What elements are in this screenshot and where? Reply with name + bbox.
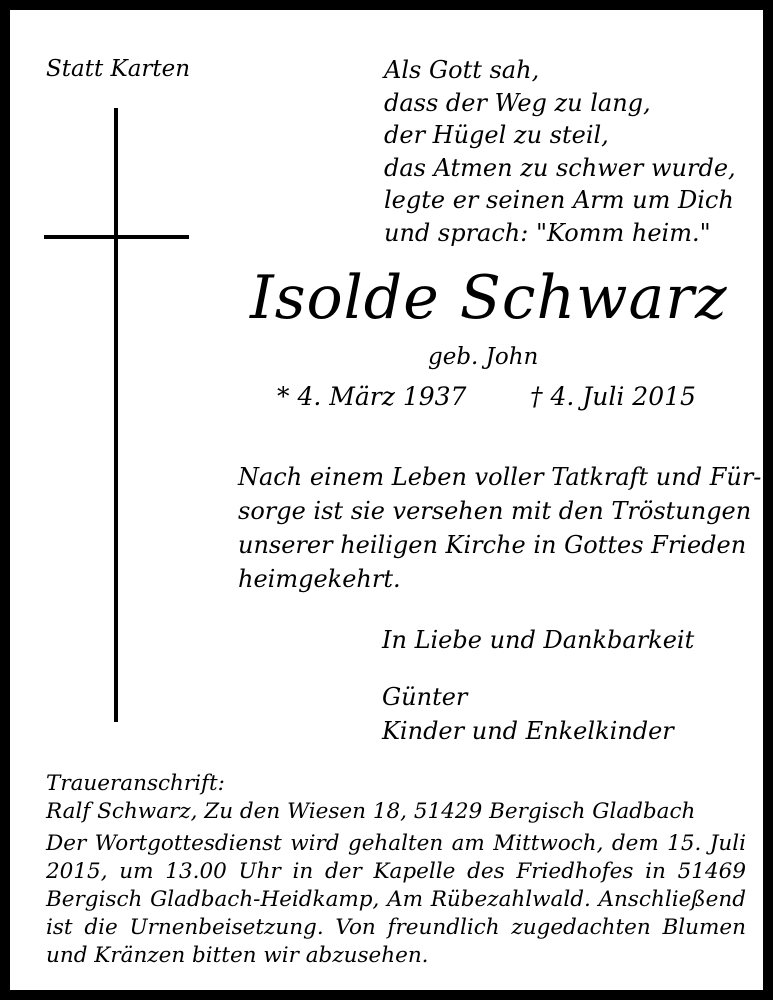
mourning-address [46, 770, 695, 826]
death-date: † 4. Juli 2015 [530, 382, 696, 411]
tribute-line: sorge ist sie versehen mit den Tröstungen [238, 497, 752, 525]
maiden-name: geb. John [428, 344, 539, 370]
service-line: ist die Urnenbeisetzung. Von freundlich zugedachten Blumen [46, 915, 746, 940]
service-line: Der Wortgottesdienst wird gehalten am Mittwoch, dem 15. Juli [46, 831, 746, 856]
service-info [46, 830, 746, 970]
poem-line: dass der Weg zu lang, [384, 88, 651, 117]
address-label: Traueranschrift: [46, 771, 225, 796]
mourners [382, 680, 674, 748]
service-line: 2015, um 13.00 Uhr in der Kapelle des Friedhofes in 51469 [46, 859, 746, 884]
dedication: In Liebe und Dankbarkeit [382, 626, 695, 654]
poem-line: und sprach: "Komm heim." [384, 218, 711, 247]
cross-vertical-bar [114, 108, 118, 722]
cross-horizontal-bar [44, 235, 189, 239]
poem [384, 54, 736, 250]
tribute-text [238, 460, 761, 596]
mourner-line: Günter [382, 683, 468, 711]
poem-line: legte er seinen Arm um Dich [384, 186, 734, 215]
statt-karten-label: Statt Karten [46, 56, 191, 82]
tribute-line: heimgekehrt. [238, 565, 401, 593]
tribute-line: Nach einem Leben voller Tatkraft und Für- [238, 463, 762, 491]
birth-date: * 4. März 1937 [277, 382, 467, 411]
service-line: und Kränzen bitten wir abzusehen. [46, 943, 429, 968]
mourner-line: Kinder und Enkelkinder [382, 717, 674, 745]
poem-line: Als Gott sah, [384, 56, 540, 84]
address-value: Ralf Schwarz, Zu den Wiesen 18, 51429 Bergisch Gladbach [46, 799, 696, 824]
deceased-name: Isolde Schwarz [250, 263, 728, 333]
service-line: Bergisch Gladbach-Heidkamp, Am Rübezahlwald. Anschließend [46, 887, 746, 912]
tribute-line: unserer heiligen Kirche in Gottes Frieden [238, 531, 747, 559]
poem-line: der Hügel zu steil, [384, 121, 609, 150]
poem-line: das Atmen zu schwer wurde, [384, 153, 736, 182]
